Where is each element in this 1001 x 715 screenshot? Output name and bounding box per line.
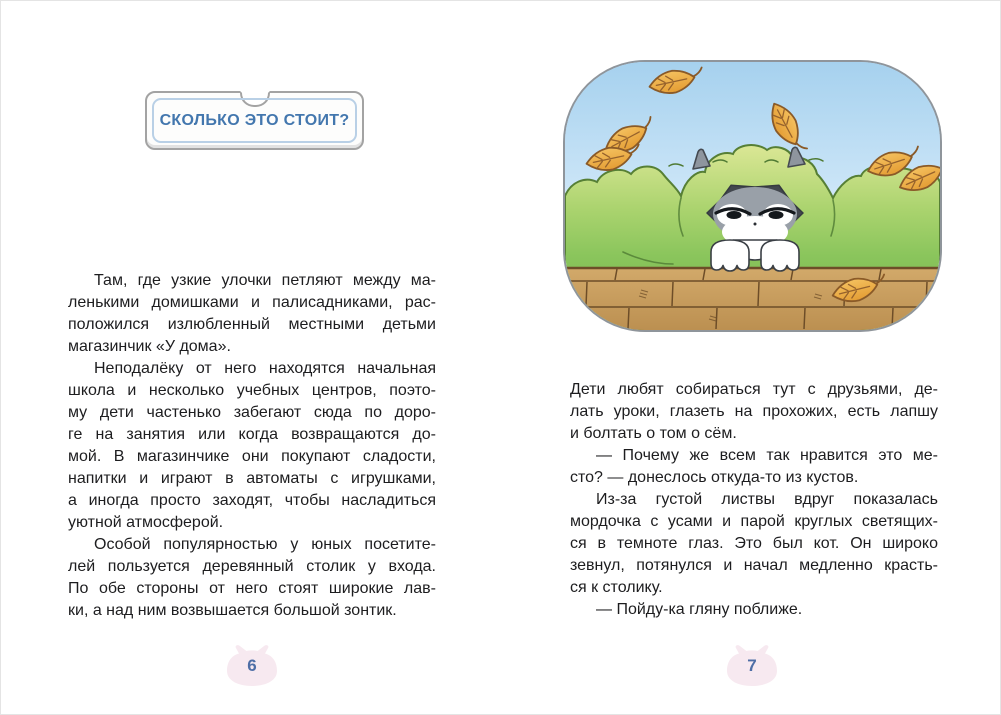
text-line: лать уроки, глазеть на прохожих, есть лапшу	[570, 403, 938, 420]
illustration-cat-peeking-over-wall	[565, 62, 940, 330]
illustration-canvas	[565, 62, 940, 330]
text-line: му дети частенько забегают сюда по доро-	[68, 404, 436, 421]
text-line: ки, а над ним возвышается большой зонтик.	[68, 602, 397, 619]
text-line: Из-за густой листвы вдруг показалась	[596, 491, 938, 508]
page-number: 7	[747, 656, 757, 675]
text-line: По обе стороны от него стоят широкие лав-	[68, 580, 436, 597]
paragraph	[570, 599, 938, 621]
page-number: 6	[247, 656, 257, 675]
text-line: напитки и играют в автоматы с игрушками,	[68, 470, 436, 487]
text-line: ленькими домишками и палисадниками, рас-	[68, 294, 436, 311]
text-line: ся к столику.	[570, 579, 663, 596]
paragraph	[68, 358, 436, 534]
text-line: мордочка с усами и парой круглых светящих-	[570, 513, 938, 530]
text-line: лей пользуется деревянный столик у входа.	[68, 558, 436, 575]
text-line: школа и несколько учебных центров, поэто-	[68, 382, 436, 399]
cat-face	[713, 187, 797, 248]
price-tag-sign	[145, 91, 364, 150]
section-title: СКОЛЬКО ЭТО СТОИТ?	[159, 111, 350, 129]
paragraph	[570, 379, 938, 445]
text-line: зевнул, потянулся и начал медленно красть-	[570, 557, 938, 574]
text-line: магазинчик «У дома».	[68, 338, 231, 355]
text-line: и болтать о том о сём.	[570, 425, 737, 442]
text-line: Там, где узкие улочки петляют между ма-	[94, 272, 436, 289]
text-line: Неподалёку от него находятся начальная	[94, 360, 436, 377]
text-line: — Пойду-ка гляну поближе.	[596, 601, 803, 618]
paragraph	[570, 489, 938, 599]
cat-nose-icon	[754, 223, 757, 226]
right-page-text	[570, 379, 938, 621]
paragraph	[570, 445, 938, 489]
paragraph	[68, 270, 436, 358]
text-line: ся в темноте глаз. Это был кот. Он широко	[570, 535, 938, 552]
page-number-badge-left	[222, 644, 282, 687]
page-number-badge-right	[722, 644, 782, 687]
text-line: мой. В магазинчике они покупают сладости,	[68, 448, 436, 465]
text-line: ге на занятия или когда возвращаются до-	[68, 426, 436, 443]
text-line: — Почему же всем так нравится это ме-	[596, 447, 938, 464]
price-tag-inner-frame	[152, 98, 357, 143]
text-line: Особой популярностью у юных посетите-	[94, 536, 436, 553]
paragraph	[68, 534, 436, 622]
text-line: уютной атмосферой.	[68, 514, 224, 531]
text-line: положился излюбленный местными детьми	[68, 316, 436, 333]
text-line: сто? — донеслось откуда-то из кустов.	[570, 469, 859, 486]
text-line: Дети любят собираться тут с друзьями, де-	[570, 381, 938, 398]
left-page-text	[68, 270, 436, 622]
text-line: а иногда просто заходят, чтобы насладиться	[68, 492, 436, 509]
